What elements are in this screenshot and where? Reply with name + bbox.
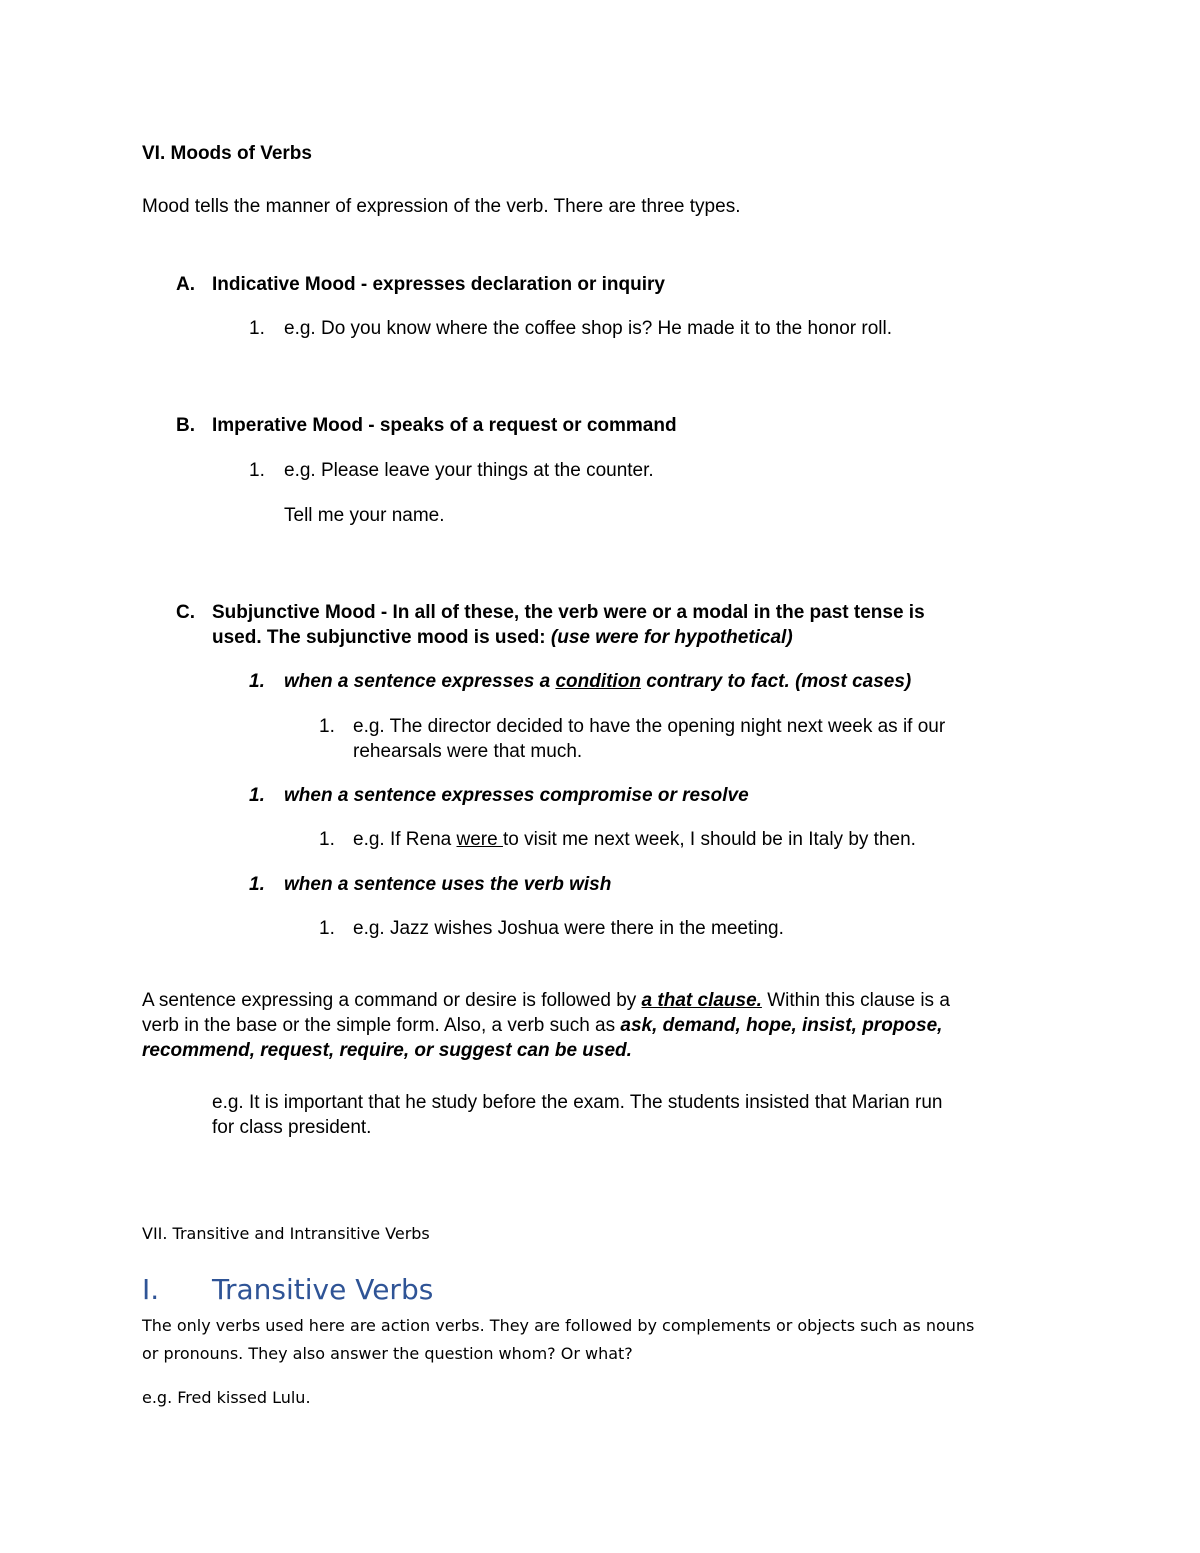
case-2-example-pre: e.g. If Rena — [353, 829, 457, 850]
mood-a-heading: Indicative Mood - expresses declaration or inquiry — [212, 274, 665, 295]
case-1-example-line2: rehearsals were that much. — [353, 741, 583, 762]
that-clause-line3: recommend, request, require, or suggest can be used. — [142, 1040, 632, 1061]
list-number: 1. — [319, 918, 335, 939]
heading-title: Transitive Verbs — [212, 1273, 434, 1306]
section-title: VI. Moods of Verbs — [142, 143, 312, 164]
list-letter-b: B. — [176, 415, 195, 436]
list-number: 1. — [319, 716, 335, 737]
that-clause-line2-pre: verb in the base or the simple form. Also, a verb such as — [142, 1015, 621, 1036]
heading-number: I. — [142, 1273, 160, 1306]
mood-a-example: e.g. Do you know where the coffee shop is? He made it to the honor roll. — [284, 318, 892, 339]
list-number: 1. — [249, 874, 265, 895]
case-1-example-line1: e.g. The director decided to have the opening night next week as if our — [353, 716, 946, 737]
that-clause-verbs: ask, demand, hope, insist, propose, — [620, 1015, 943, 1036]
list-number: 1. — [249, 671, 265, 692]
section-intro: Mood tells the manner of expression of the verb. There are three types. — [142, 196, 741, 217]
list-number: 1. — [319, 829, 335, 850]
case-1-post: contrary to fact. (most cases) — [640, 671, 912, 692]
case-3-example: e.g. Jazz wishes Joshua were there in the meeting. — [353, 918, 784, 939]
list-letter-c: C. — [176, 602, 195, 623]
case-1-text — [284, 670, 911, 694]
that-clause-line1-pre: A sentence expressing a command or desire is followed by — [142, 990, 642, 1011]
example: e.g. Fred kissed Lulu. — [142, 1388, 311, 1407]
mood-b-example-1: e.g. Please leave your things at the counter. — [284, 460, 654, 481]
case-1-pre: when a sentence expresses a — [284, 671, 556, 692]
mood-c-heading-bold: used. The subjunctive mood is used: — [212, 627, 551, 648]
that-clause-line2 — [142, 1014, 942, 1038]
list-number: 1. — [249, 318, 265, 339]
case-2-example-post: to visit me next week, I should be in Italy by then. — [502, 829, 916, 850]
body-line-2: or pronouns. They also answer the question whom? Or what? — [142, 1344, 633, 1363]
mood-c-heading-line2 — [212, 626, 793, 650]
that-clause-line1 — [142, 989, 950, 1013]
section-7-title: VII. Transitive and Intransitive Verbs — [142, 1224, 430, 1243]
case-1-underlined: condition — [555, 671, 641, 692]
list-number: 1. — [249, 460, 265, 481]
that-clause-example-line2: for class president. — [212, 1117, 372, 1138]
list-number: 1. — [249, 785, 265, 806]
mood-c-heading-note: (use were for hypothetical) — [550, 627, 793, 648]
list-letter-a: A. — [176, 274, 195, 295]
case-2-text: when a sentence expresses compromise or resolve — [284, 785, 749, 806]
mood-b-example-2: Tell me your name. — [284, 505, 445, 526]
body-line-1: The only verbs used here are action verbs. They are followed by complements or objects such as nouns — [142, 1316, 975, 1335]
mood-c-heading-line1: Subjunctive Mood - In all of these, the verb were or a modal in the past tense is — [212, 602, 925, 623]
case-3-text: when a sentence uses the verb wish — [284, 874, 612, 895]
that-clause-example-line1: e.g. It is important that he study before the exam. The students insisted that Marian run — [212, 1092, 943, 1113]
that-clause-line1-post: Within this clause is a — [761, 990, 950, 1011]
mood-b-heading: Imperative Mood - speaks of a request or command — [212, 415, 677, 436]
case-2-example-underlined: were — [456, 829, 503, 850]
case-2-example — [353, 828, 916, 852]
that-clause-term: a that clause. — [641, 990, 762, 1011]
